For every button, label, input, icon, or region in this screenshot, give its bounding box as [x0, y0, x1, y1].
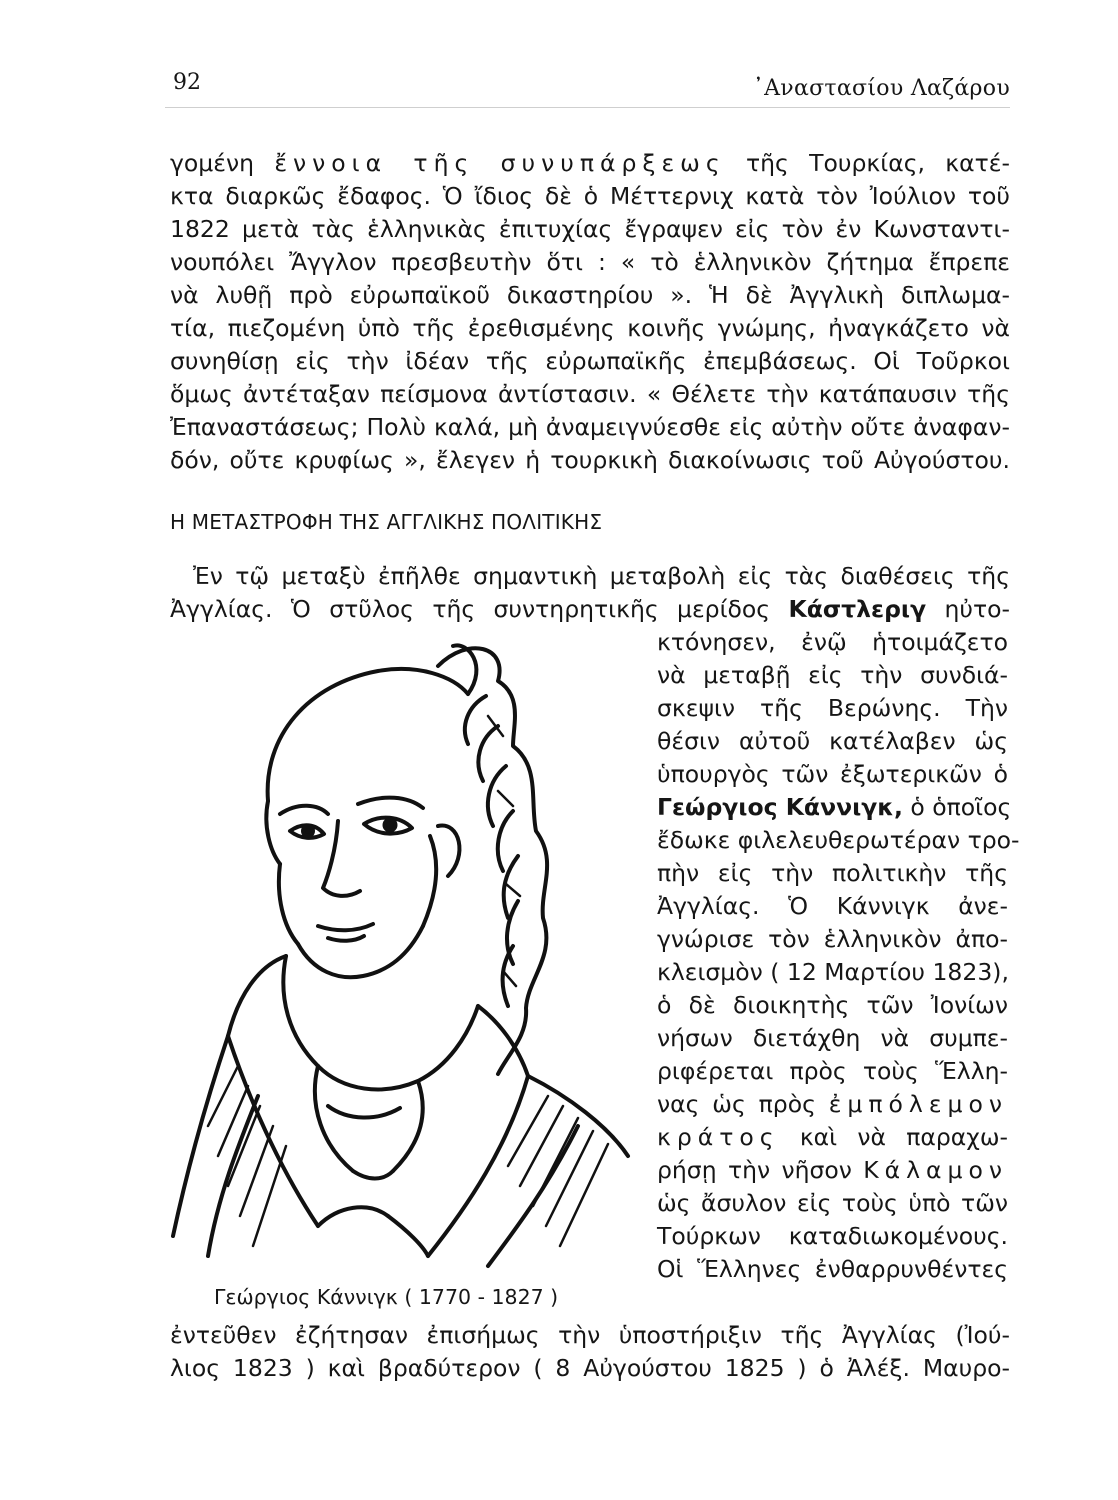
section-heading: Η ΜΕΤΑΣΤΡΟΦΗ ΤΗΣ ΑΓΓΛΙΚΗΣ ΠΟΛΙΤΙΚΗΣ [170, 510, 603, 534]
text-line: σκεψιν τῆς Βερώνης. Τὴν [657, 694, 1008, 722]
text-line: λιος 1823 ) καὶ βραδύτερον ( 8 Αὐγούστου 1825 ) ὁ Ἀλέξ. Μαυρο- [170, 1354, 1010, 1382]
text-line: κλεισμὸν ( 12 Μαρτίου 1823), [657, 958, 1009, 986]
header-rule [165, 107, 1010, 108]
text-line: 1822 μετὰ τὰς ἑλληνικὰς ἐπιτυχίας ἔγραψεν εἰς τὸν ἐν Κωνσταντι- [170, 215, 1010, 243]
text-line: Οἱ Ἕλληνες ἐνθαρρυνθέντες [657, 1255, 1008, 1283]
page-number: 92 [173, 70, 201, 95]
text-line: κτα διαρκῶς ἔδαφος. Ὁ ἴδιος δὲ ὁ Μέττερνιχ κατὰ τὸν Ἰούλιον τοῦ [170, 182, 1010, 210]
text-line: τία, πιεζομένη ὑπὸ τῆς ἐρεθισμένης κοινῆς γνώμης, ἠναγκάζετο νὰ [170, 314, 1010, 342]
text-line: Ἐπαναστάσεως; Πολὺ καλά, μὴ ἀναμειγνύεσθε εἰς αὐτὴν οὔτε ἀναφαν- [170, 413, 1010, 441]
text-line: Ἀγγλίας. Ὁ Κάννιγκ ἀνε- [657, 892, 1008, 920]
name-castlereagh: Κάστλεριγ [788, 595, 927, 623]
portrait-illustration [168, 626, 646, 1276]
text-line: συνηθίσῃ εἰς τὴν ἰδέαν τῆς εὐρωπαϊκῆς ἐπεμβάσεως. Οἱ Τοῦρκοι [170, 347, 1010, 375]
text-line: Ἐν τῷ μεταξὺ ἐπῆλθε σημαντικὴ μεταβολὴ εἰς τὰς διαθέσεις τῆς [193, 562, 1010, 590]
text-line: ὅμως ἀντέταξαν πείσμονα ἀντίστασιν. « Θέλετε τὴν κατάπαυσιν τῆς [170, 380, 1010, 408]
text-line: Γεώργιος Κάννιγκ, ὁ ὁποῖος [657, 793, 1012, 821]
name-canning: Γεώργιος Κάννιγκ, [657, 793, 903, 821]
text-line: ὡς ἄσυλον εἰς τοὺς ὑπὸ τῶν [657, 1189, 1008, 1217]
text-line: ἔδωκε φιλελευθερωτέραν τρο- [657, 826, 1020, 854]
running-head: ᾿Αναστασίου Λαζάρου [752, 76, 1010, 101]
text-line: πὴν εἰς τὴν πολιτικὴν τῆς [657, 859, 1008, 887]
text-line: νας ὡς πρὸς ἐμπόλεμον [657, 1090, 1008, 1118]
text-line: νὰ μεταβῇ εἰς τὴν συνδιά- [657, 661, 1008, 689]
figure-caption: Γεώργιος Κάννιγκ ( 1770 - 1827 ) [214, 1285, 559, 1309]
text-line: Ἀγγλίας. Ὁ στῦλος τῆς συντηρητικῆς μερίδος Κάστλεριγ ηὐτο- [170, 595, 1010, 623]
text-line: Τούρκων καταδιωκομένους. [657, 1222, 1008, 1250]
text-line: νὰ λυθῇ πρὸ εὐρωπαϊκοῦ δικαστηρίου ». Ἡ δὲ Ἀγγλικὴ διπλωμα- [170, 281, 1010, 309]
text-line: ὁ δὲ διοικητὴς τῶν Ἰονίων [657, 991, 1008, 1019]
text-line: κτόνησεν, ἐνῷ ἡτοιμάζετο [657, 628, 1008, 656]
text-line: ρήσῃ τὴν νῆσον Κάλαμον [657, 1156, 1008, 1184]
text-line: γομένη ἔννοια τῆς συνυπάρξεως τῆς Τουρκίας, κατέ- [170, 149, 1010, 177]
text-line: θέσιν αὐτοῦ κατέλαβεν ὡς [657, 727, 1008, 755]
text-line: νήσων διετάχθη νὰ συμπε- [657, 1024, 1008, 1052]
text-line: δόν, οὔτε κρυφίως », ἔλεγεν ἡ τουρκικὴ διακοίνωσις τοῦ Αὐγούστου. [170, 446, 1010, 474]
text-line: γνώρισε τὸν ἑλληνικὸν ἀπο- [657, 925, 1008, 953]
text-line: ὑπουργὸς τῶν ἐξωτερικῶν ὁ [657, 760, 1008, 788]
text-line: κράτος καὶ νὰ παραχω- [657, 1123, 1008, 1151]
text-line: ἐντεῦθεν ἐζήτησαν ἐπισήμως τὴν ὑποστήριξιν τῆς Ἀγγλίας (Ἰού- [170, 1321, 1010, 1349]
text-line: νουπόλει Ἄγγλον πρεσβευτὴν ὅτι : « τὸ ἑλληνικὸν ζήτημα ἔπρεπε [170, 248, 1010, 276]
text-line: ριφέρεται πρὸς τοὺς Ἕλλη- [657, 1057, 1008, 1085]
